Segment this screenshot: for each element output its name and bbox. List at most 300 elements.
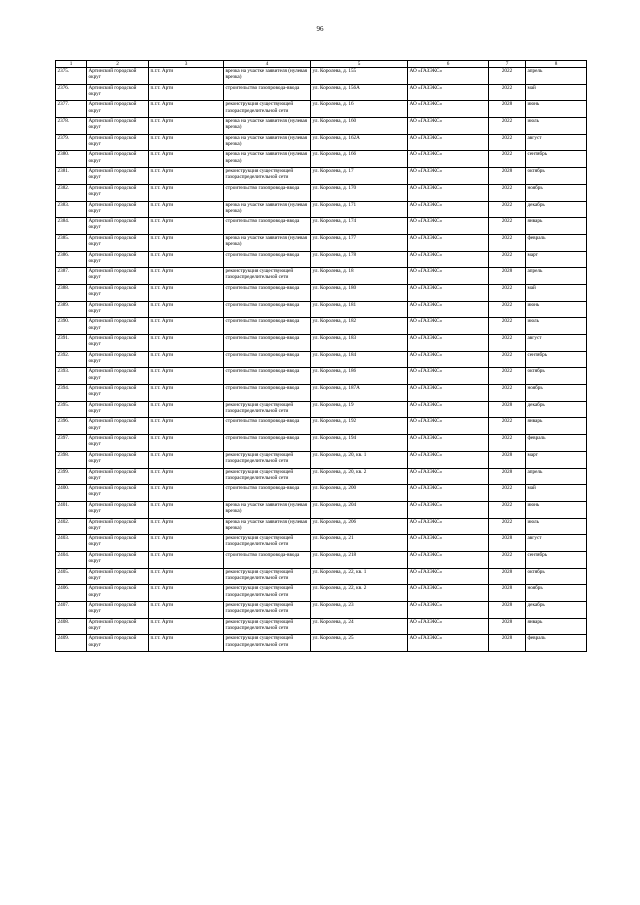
table-row xyxy=(56,101,587,118)
district-cell: Артинский городской округ xyxy=(87,151,149,168)
settlement-cell: п.г.т. Арти xyxy=(149,451,224,468)
row-number-cell: 2384. xyxy=(56,218,87,235)
year-cell: 2028 xyxy=(489,451,526,468)
month-cell: апрель xyxy=(526,468,587,485)
organization-cell: АО «ГАЗЭКС» xyxy=(408,551,489,568)
year-cell: 2028 xyxy=(489,168,526,185)
settlement-cell: п.г.т. Арти xyxy=(149,468,224,485)
address-cell: ул. Королева, д. 200 xyxy=(311,485,408,502)
district-cell: Артинский городской округ xyxy=(87,201,149,218)
table-row xyxy=(56,84,587,101)
organization-cell: АО «ГАЗЭКС» xyxy=(408,251,489,268)
work-type-cell: реконструкция существующей газораспределительной сети xyxy=(224,602,311,619)
settlement-cell: п.г.т. Арти xyxy=(149,518,224,535)
year-cell: 2022 xyxy=(489,418,526,435)
year-cell: 2022 xyxy=(489,151,526,168)
district-cell: Артинский городской округ xyxy=(87,418,149,435)
month-cell: апрель xyxy=(526,268,587,285)
work-type-cell: реконструкция существующей газораспределительной сети xyxy=(224,535,311,552)
address-cell: ул. Королева, д. 192 xyxy=(311,418,408,435)
address-cell: ул. Королева, д. 218 xyxy=(311,551,408,568)
settlement-cell: п.г.т. Арти xyxy=(149,318,224,335)
settlement-cell: п.г.т. Арти xyxy=(149,68,224,85)
organization-cell: АО «ГАЗЭКС» xyxy=(408,368,489,385)
settlement-cell: п.г.т. Арти xyxy=(149,635,224,652)
settlement-cell: п.г.т. Арти xyxy=(149,501,224,518)
organization-cell: АО «ГАЗЭКС» xyxy=(408,518,489,535)
address-cell: ул. Королева, д. 19 xyxy=(311,401,408,418)
row-number-cell: 2387. xyxy=(56,268,87,285)
table-row xyxy=(56,518,587,535)
address-cell: ул. Королева, д. 22, кв. 1 xyxy=(311,568,408,585)
month-cell: сентябрь xyxy=(526,151,587,168)
settlement-cell: п.г.т. Арти xyxy=(149,568,224,585)
row-number-cell: 2397. xyxy=(56,435,87,452)
table-row xyxy=(56,201,587,218)
work-type-cell: строительство газопровода-ввода xyxy=(224,551,311,568)
month-cell: февраль xyxy=(526,234,587,251)
district-cell: Артинский городской округ xyxy=(87,368,149,385)
column-header: 8 xyxy=(526,61,587,68)
table-row xyxy=(56,351,587,368)
address-cell: ул. Королева, д. 178 xyxy=(311,251,408,268)
district-cell: Артинский городской округ xyxy=(87,335,149,352)
district-cell: Артинский городской округ xyxy=(87,618,149,635)
district-cell: Артинский городской округ xyxy=(87,468,149,485)
work-type-cell: врезка на участке заявителя (нулевая врезка) xyxy=(224,518,311,535)
work-type-cell: врезка на участке заявителя (нулевая врезка) xyxy=(224,134,311,151)
organization-cell: АО «ГАЗЭКС» xyxy=(408,118,489,135)
year-cell: 2028 xyxy=(489,401,526,418)
year-cell: 2028 xyxy=(489,618,526,635)
organization-cell: АО «ГАЗЭКС» xyxy=(408,151,489,168)
row-number-cell: 2389. xyxy=(56,301,87,318)
address-cell: ул. Королева, д. 171 xyxy=(311,201,408,218)
year-cell: 2022 xyxy=(489,335,526,352)
work-type-cell: строительство газопровода-ввода xyxy=(224,318,311,335)
month-cell: ноябрь xyxy=(526,385,587,402)
address-cell: ул. Королева, д. 20, кв. 1 xyxy=(311,451,408,468)
district-cell: Артинский городской округ xyxy=(87,68,149,85)
district-cell: Артинский городской округ xyxy=(87,435,149,452)
row-number-cell: 2394. xyxy=(56,385,87,402)
district-cell: Артинский городской округ xyxy=(87,301,149,318)
address-cell: ул. Королева, д. 24 xyxy=(311,618,408,635)
table-row xyxy=(56,568,587,585)
table-row xyxy=(56,435,587,452)
work-type-cell: строительство газопровода-ввода xyxy=(224,184,311,201)
month-cell: январь xyxy=(526,218,587,235)
settlement-cell: п.г.т. Арти xyxy=(149,335,224,352)
district-cell: Артинский городской округ xyxy=(87,585,149,602)
year-cell: 2022 xyxy=(489,318,526,335)
row-number-cell: 2404. xyxy=(56,551,87,568)
row-number-cell: 2401. xyxy=(56,501,87,518)
organization-cell: АО «ГАЗЭКС» xyxy=(408,618,489,635)
month-cell: октябрь xyxy=(526,368,587,385)
year-cell: 2028 xyxy=(489,602,526,619)
row-number-cell: 2382. xyxy=(56,184,87,201)
address-cell: ул. Королева, д. 180 xyxy=(311,284,408,301)
work-type-cell: реконструкция существующей газораспределительной сети xyxy=(224,101,311,118)
year-cell: 2022 xyxy=(489,284,526,301)
table-row xyxy=(56,501,587,518)
table-row xyxy=(56,335,587,352)
organization-cell: АО «ГАЗЭКС» xyxy=(408,418,489,435)
address-cell: ул. Королева, д. 155 xyxy=(311,68,408,85)
row-number-cell: 2390. xyxy=(56,318,87,335)
organization-cell: АО «ГАЗЭКС» xyxy=(408,68,489,85)
row-number-cell: 2383. xyxy=(56,201,87,218)
row-number-cell: 2408. xyxy=(56,618,87,635)
table-row xyxy=(56,451,587,468)
year-cell: 2022 xyxy=(489,218,526,235)
column-header: 6 xyxy=(408,61,489,68)
month-cell: февраль xyxy=(526,435,587,452)
month-cell: декабрь xyxy=(526,201,587,218)
work-type-cell: реконструкция существующей газораспределительной сети xyxy=(224,585,311,602)
district-cell: Артинский городской округ xyxy=(87,318,149,335)
organization-cell: АО «ГАЗЭКС» xyxy=(408,568,489,585)
table-row xyxy=(56,151,587,168)
table-row xyxy=(56,385,587,402)
district-cell: Артинский городской округ xyxy=(87,351,149,368)
address-cell: ул. Королева, д. 187А xyxy=(311,385,408,402)
month-cell: март xyxy=(526,451,587,468)
district-cell: Артинский городской округ xyxy=(87,518,149,535)
year-cell: 2022 xyxy=(489,84,526,101)
row-number-cell: 2381. xyxy=(56,168,87,185)
month-cell: октябрь xyxy=(526,568,587,585)
work-type-cell: строительство газопровода-ввода xyxy=(224,418,311,435)
address-cell: ул. Королева, д. 182 xyxy=(311,318,408,335)
table-row xyxy=(56,251,587,268)
month-cell: август xyxy=(526,535,587,552)
organization-cell: АО «ГАЗЭКС» xyxy=(408,435,489,452)
month-cell: июнь xyxy=(526,501,587,518)
district-cell: Артинский городской округ xyxy=(87,218,149,235)
table-row xyxy=(56,535,587,552)
row-number-cell: 2392. xyxy=(56,351,87,368)
settlement-cell: п.г.т. Арти xyxy=(149,268,224,285)
row-number-cell: 2391. xyxy=(56,335,87,352)
table-row xyxy=(56,485,587,502)
year-cell: 2028 xyxy=(489,635,526,652)
row-number-cell: 2388. xyxy=(56,284,87,301)
organization-cell: АО «ГАЗЭКС» xyxy=(408,268,489,285)
address-cell: ул. Королева, д. 22, кв. 2 xyxy=(311,585,408,602)
work-type-cell: реконструкция существующей газораспределительной сети xyxy=(224,168,311,185)
settlement-cell: п.г.т. Арти xyxy=(149,134,224,151)
organization-cell: АО «ГАЗЭКС» xyxy=(408,485,489,502)
year-cell: 2022 xyxy=(489,134,526,151)
row-number-cell: 2399. xyxy=(56,468,87,485)
row-number-cell: 2396. xyxy=(56,418,87,435)
organization-cell: АО «ГАЗЭКС» xyxy=(408,335,489,352)
row-number-cell: 2400. xyxy=(56,485,87,502)
organization-cell: АО «ГАЗЭКС» xyxy=(408,351,489,368)
district-cell: Артинский городской округ xyxy=(87,101,149,118)
organization-cell: АО «ГАЗЭКС» xyxy=(408,301,489,318)
header-row xyxy=(56,61,587,68)
address-cell: ул. Королева, д. 21 xyxy=(311,535,408,552)
district-cell: Артинский городской округ xyxy=(87,602,149,619)
district-cell: Артинский городской округ xyxy=(87,535,149,552)
work-type-cell: реконструкция существующей газораспределительной сети xyxy=(224,468,311,485)
table-row xyxy=(56,418,587,435)
work-type-cell: строительство газопровода-ввода xyxy=(224,368,311,385)
address-cell: ул. Королева, д. 174 xyxy=(311,218,408,235)
district-cell: Артинский городской округ xyxy=(87,485,149,502)
year-cell: 2028 xyxy=(489,568,526,585)
work-type-cell: врезка на участке заявителя (нулевая врезка) xyxy=(224,68,311,85)
settlement-cell: п.г.т. Арти xyxy=(149,585,224,602)
settlement-cell: п.г.т. Арти xyxy=(149,251,224,268)
address-cell: ул. Королева, д. 206 xyxy=(311,518,408,535)
district-cell: Артинский городской округ xyxy=(87,118,149,135)
organization-cell: АО «ГАЗЭКС» xyxy=(408,184,489,201)
table-row xyxy=(56,635,587,652)
table-row xyxy=(56,134,587,151)
column-header: 1 xyxy=(56,61,87,68)
table-row xyxy=(56,234,587,251)
work-type-cell: строительство газопровода-ввода xyxy=(224,84,311,101)
month-cell: май xyxy=(526,284,587,301)
settlement-cell: п.г.т. Арти xyxy=(149,234,224,251)
column-header: 5 xyxy=(311,61,408,68)
table-row xyxy=(56,602,587,619)
month-cell: декабрь xyxy=(526,602,587,619)
row-number-cell: 2403. xyxy=(56,535,87,552)
address-cell: ул. Королева, д. 181 xyxy=(311,301,408,318)
settlement-cell: п.г.т. Арти xyxy=(149,184,224,201)
row-number-cell: 2407. xyxy=(56,602,87,619)
month-cell: сентябрь xyxy=(526,551,587,568)
organization-cell: АО «ГАЗЭКС» xyxy=(408,401,489,418)
organization-cell: АО «ГАЗЭКС» xyxy=(408,451,489,468)
organization-cell: АО «ГАЗЭКС» xyxy=(408,385,489,402)
settlement-cell: п.г.т. Арти xyxy=(149,84,224,101)
organization-cell: АО «ГАЗЭКС» xyxy=(408,635,489,652)
month-cell: июль xyxy=(526,318,587,335)
address-cell: ул. Королева, д. 20, кв. 2 xyxy=(311,468,408,485)
year-cell: 2022 xyxy=(489,184,526,201)
year-cell: 2022 xyxy=(489,385,526,402)
year-cell: 2028 xyxy=(489,101,526,118)
address-cell: ул. Королева, д. 166 xyxy=(311,151,408,168)
year-cell: 2022 xyxy=(489,251,526,268)
table-row xyxy=(56,618,587,635)
settlement-cell: п.г.т. Арти xyxy=(149,401,224,418)
address-cell: ул. Королева, д. 18 xyxy=(311,268,408,285)
table-row xyxy=(56,318,587,335)
work-type-cell: строительство газопровода-ввода xyxy=(224,435,311,452)
month-cell: декабрь xyxy=(526,401,587,418)
work-type-cell: врезка на участке заявителя (нулевая врезка) xyxy=(224,234,311,251)
year-cell: 2022 xyxy=(489,201,526,218)
month-cell: июнь xyxy=(526,301,587,318)
year-cell: 2022 xyxy=(489,501,526,518)
row-number-cell: 2402. xyxy=(56,518,87,535)
table-row xyxy=(56,585,587,602)
month-cell: ноябрь xyxy=(526,184,587,201)
settlement-cell: п.г.т. Арти xyxy=(149,385,224,402)
address-cell: ул. Королева, д. 186 xyxy=(311,368,408,385)
work-type-cell: строительство газопровода-ввода xyxy=(224,284,311,301)
organization-cell: АО «ГАЗЭКС» xyxy=(408,168,489,185)
district-cell: Артинский городской округ xyxy=(87,635,149,652)
organization-cell: АО «ГАЗЭКС» xyxy=(408,585,489,602)
district-cell: Артинский городской округ xyxy=(87,234,149,251)
work-type-cell: реконструкция существующей газораспределительной сети xyxy=(224,568,311,585)
year-cell: 2022 xyxy=(489,518,526,535)
district-cell: Артинский городской округ xyxy=(87,284,149,301)
settlement-cell: п.г.т. Арти xyxy=(149,618,224,635)
address-cell: ул. Королева, д. 162А xyxy=(311,134,408,151)
year-cell: 2028 xyxy=(489,468,526,485)
district-cell: Артинский городской округ xyxy=(87,184,149,201)
column-header: 7 xyxy=(489,61,526,68)
organization-cell: АО «ГАЗЭКС» xyxy=(408,501,489,518)
work-type-cell: реконструкция существующей газораспределительной сети xyxy=(224,401,311,418)
work-type-cell: строительство газопровода-ввода xyxy=(224,218,311,235)
settlement-cell: п.г.т. Арти xyxy=(149,551,224,568)
table-row xyxy=(56,551,587,568)
work-type-cell: врезка на участке заявителя (нулевая врезка) xyxy=(224,151,311,168)
district-cell: Артинский городской округ xyxy=(87,501,149,518)
address-cell: ул. Королева, д. 194 xyxy=(311,435,408,452)
table-row xyxy=(56,68,587,85)
settlement-cell: п.г.т. Арти xyxy=(149,368,224,385)
address-cell: ул. Королева, д. 184 xyxy=(311,351,408,368)
settlement-cell: п.г.т. Арти xyxy=(149,485,224,502)
settlement-cell: п.г.т. Арти xyxy=(149,168,224,185)
month-cell: август xyxy=(526,335,587,352)
month-cell: июль xyxy=(526,518,587,535)
row-number-cell: 2409. xyxy=(56,635,87,652)
work-type-cell: реконструкция существующей газораспределительной сети xyxy=(224,268,311,285)
settlement-cell: п.г.т. Арти xyxy=(149,284,224,301)
organization-cell: АО «ГАЗЭКС» xyxy=(408,602,489,619)
table-row xyxy=(56,468,587,485)
work-type-cell: врезка на участке заявителя (нулевая врезка) xyxy=(224,201,311,218)
settlement-cell: п.г.т. Арти xyxy=(149,535,224,552)
row-number-cell: 2386. xyxy=(56,251,87,268)
settlement-cell: п.г.т. Арти xyxy=(149,201,224,218)
row-number-cell: 2377. xyxy=(56,101,87,118)
table-body xyxy=(56,68,587,652)
settlement-cell: п.г.т. Арти xyxy=(149,151,224,168)
row-number-cell: 2380. xyxy=(56,151,87,168)
address-cell: ул. Королева, д. 160 xyxy=(311,118,408,135)
month-cell: июль xyxy=(526,118,587,135)
settlement-cell: п.г.т. Арти xyxy=(149,418,224,435)
row-number-cell: 2395. xyxy=(56,401,87,418)
table-row xyxy=(56,168,587,185)
work-type-cell: реконструкция существующей газораспределительной сети xyxy=(224,635,311,652)
address-cell: ул. Королева, д. 17 xyxy=(311,168,408,185)
year-cell: 2022 xyxy=(489,118,526,135)
month-cell: октябрь xyxy=(526,168,587,185)
settlement-cell: п.г.т. Арти xyxy=(149,351,224,368)
address-cell: ул. Королева, д. 25 xyxy=(311,635,408,652)
district-cell: Артинский городской округ xyxy=(87,84,149,101)
work-type-cell: врезка на участке заявителя (нулевая врезка) xyxy=(224,501,311,518)
year-cell: 2022 xyxy=(489,485,526,502)
organization-cell: АО «ГАЗЭКС» xyxy=(408,201,489,218)
month-cell: апрель xyxy=(526,68,587,85)
row-number-cell: 2378. xyxy=(56,118,87,135)
organization-cell: АО «ГАЗЭКС» xyxy=(408,218,489,235)
year-cell: 2028 xyxy=(489,535,526,552)
month-cell: сентябрь xyxy=(526,351,587,368)
district-cell: Артинский городской округ xyxy=(87,385,149,402)
table-row xyxy=(56,401,587,418)
year-cell: 2022 xyxy=(489,435,526,452)
settlement-cell: п.г.т. Арти xyxy=(149,118,224,135)
month-cell: май xyxy=(526,84,587,101)
address-cell: ул. Королева, д. 170 xyxy=(311,184,408,201)
settlement-cell: п.г.т. Арти xyxy=(149,101,224,118)
table-row xyxy=(56,368,587,385)
organization-cell: АО «ГАЗЭКС» xyxy=(408,284,489,301)
year-cell: 2022 xyxy=(489,351,526,368)
registry-table xyxy=(55,60,587,652)
year-cell: 2028 xyxy=(489,585,526,602)
organization-cell: АО «ГАЗЭКС» xyxy=(408,84,489,101)
organization-cell: АО «ГАЗЭКС» xyxy=(408,234,489,251)
work-type-cell: строительство газопровода-ввода xyxy=(224,301,311,318)
district-cell: Артинский городской округ xyxy=(87,251,149,268)
settlement-cell: п.г.т. Арти xyxy=(149,435,224,452)
work-type-cell: строительство газопровода-ввода xyxy=(224,351,311,368)
month-cell: январь xyxy=(526,418,587,435)
table-row xyxy=(56,301,587,318)
row-number-cell: 2405. xyxy=(56,568,87,585)
organization-cell: АО «ГАЗЭКС» xyxy=(408,101,489,118)
month-cell: ноябрь xyxy=(526,585,587,602)
district-cell: Артинский городской округ xyxy=(87,134,149,151)
month-cell: август xyxy=(526,134,587,151)
table-row xyxy=(56,218,587,235)
district-cell: Артинский городской округ xyxy=(87,401,149,418)
row-number-cell: 2379. xyxy=(56,134,87,151)
work-type-cell: строительство газопровода-ввода xyxy=(224,251,311,268)
year-cell: 2022 xyxy=(489,301,526,318)
year-cell: 2022 xyxy=(489,68,526,85)
work-type-cell: врезка на участке заявителя (нулевая врезка) xyxy=(224,118,311,135)
address-cell: ул. Королева, д. 204 xyxy=(311,501,408,518)
month-cell: июнь xyxy=(526,101,587,118)
settlement-cell: п.г.т. Арти xyxy=(149,301,224,318)
table-row xyxy=(56,268,587,285)
address-cell: ул. Королева, д. 16 xyxy=(311,101,408,118)
organization-cell: АО «ГАЗЭКС» xyxy=(408,468,489,485)
address-cell: ул. Королева, д. 23 xyxy=(311,602,408,619)
row-number-cell: 2406. xyxy=(56,585,87,602)
work-type-cell: реконструкция существующей газораспределительной сети xyxy=(224,451,311,468)
row-number-cell: 2393. xyxy=(56,368,87,385)
table-row xyxy=(56,184,587,201)
work-type-cell: реконструкция существующей газораспределительной сети xyxy=(224,618,311,635)
month-cell: март xyxy=(526,251,587,268)
column-header: 3 xyxy=(149,61,224,68)
column-header: 4 xyxy=(224,61,311,68)
settlement-cell: п.г.т. Арти xyxy=(149,218,224,235)
district-cell: Артинский городской округ xyxy=(87,551,149,568)
row-number-cell: 2375. xyxy=(56,68,87,85)
table-row xyxy=(56,118,587,135)
